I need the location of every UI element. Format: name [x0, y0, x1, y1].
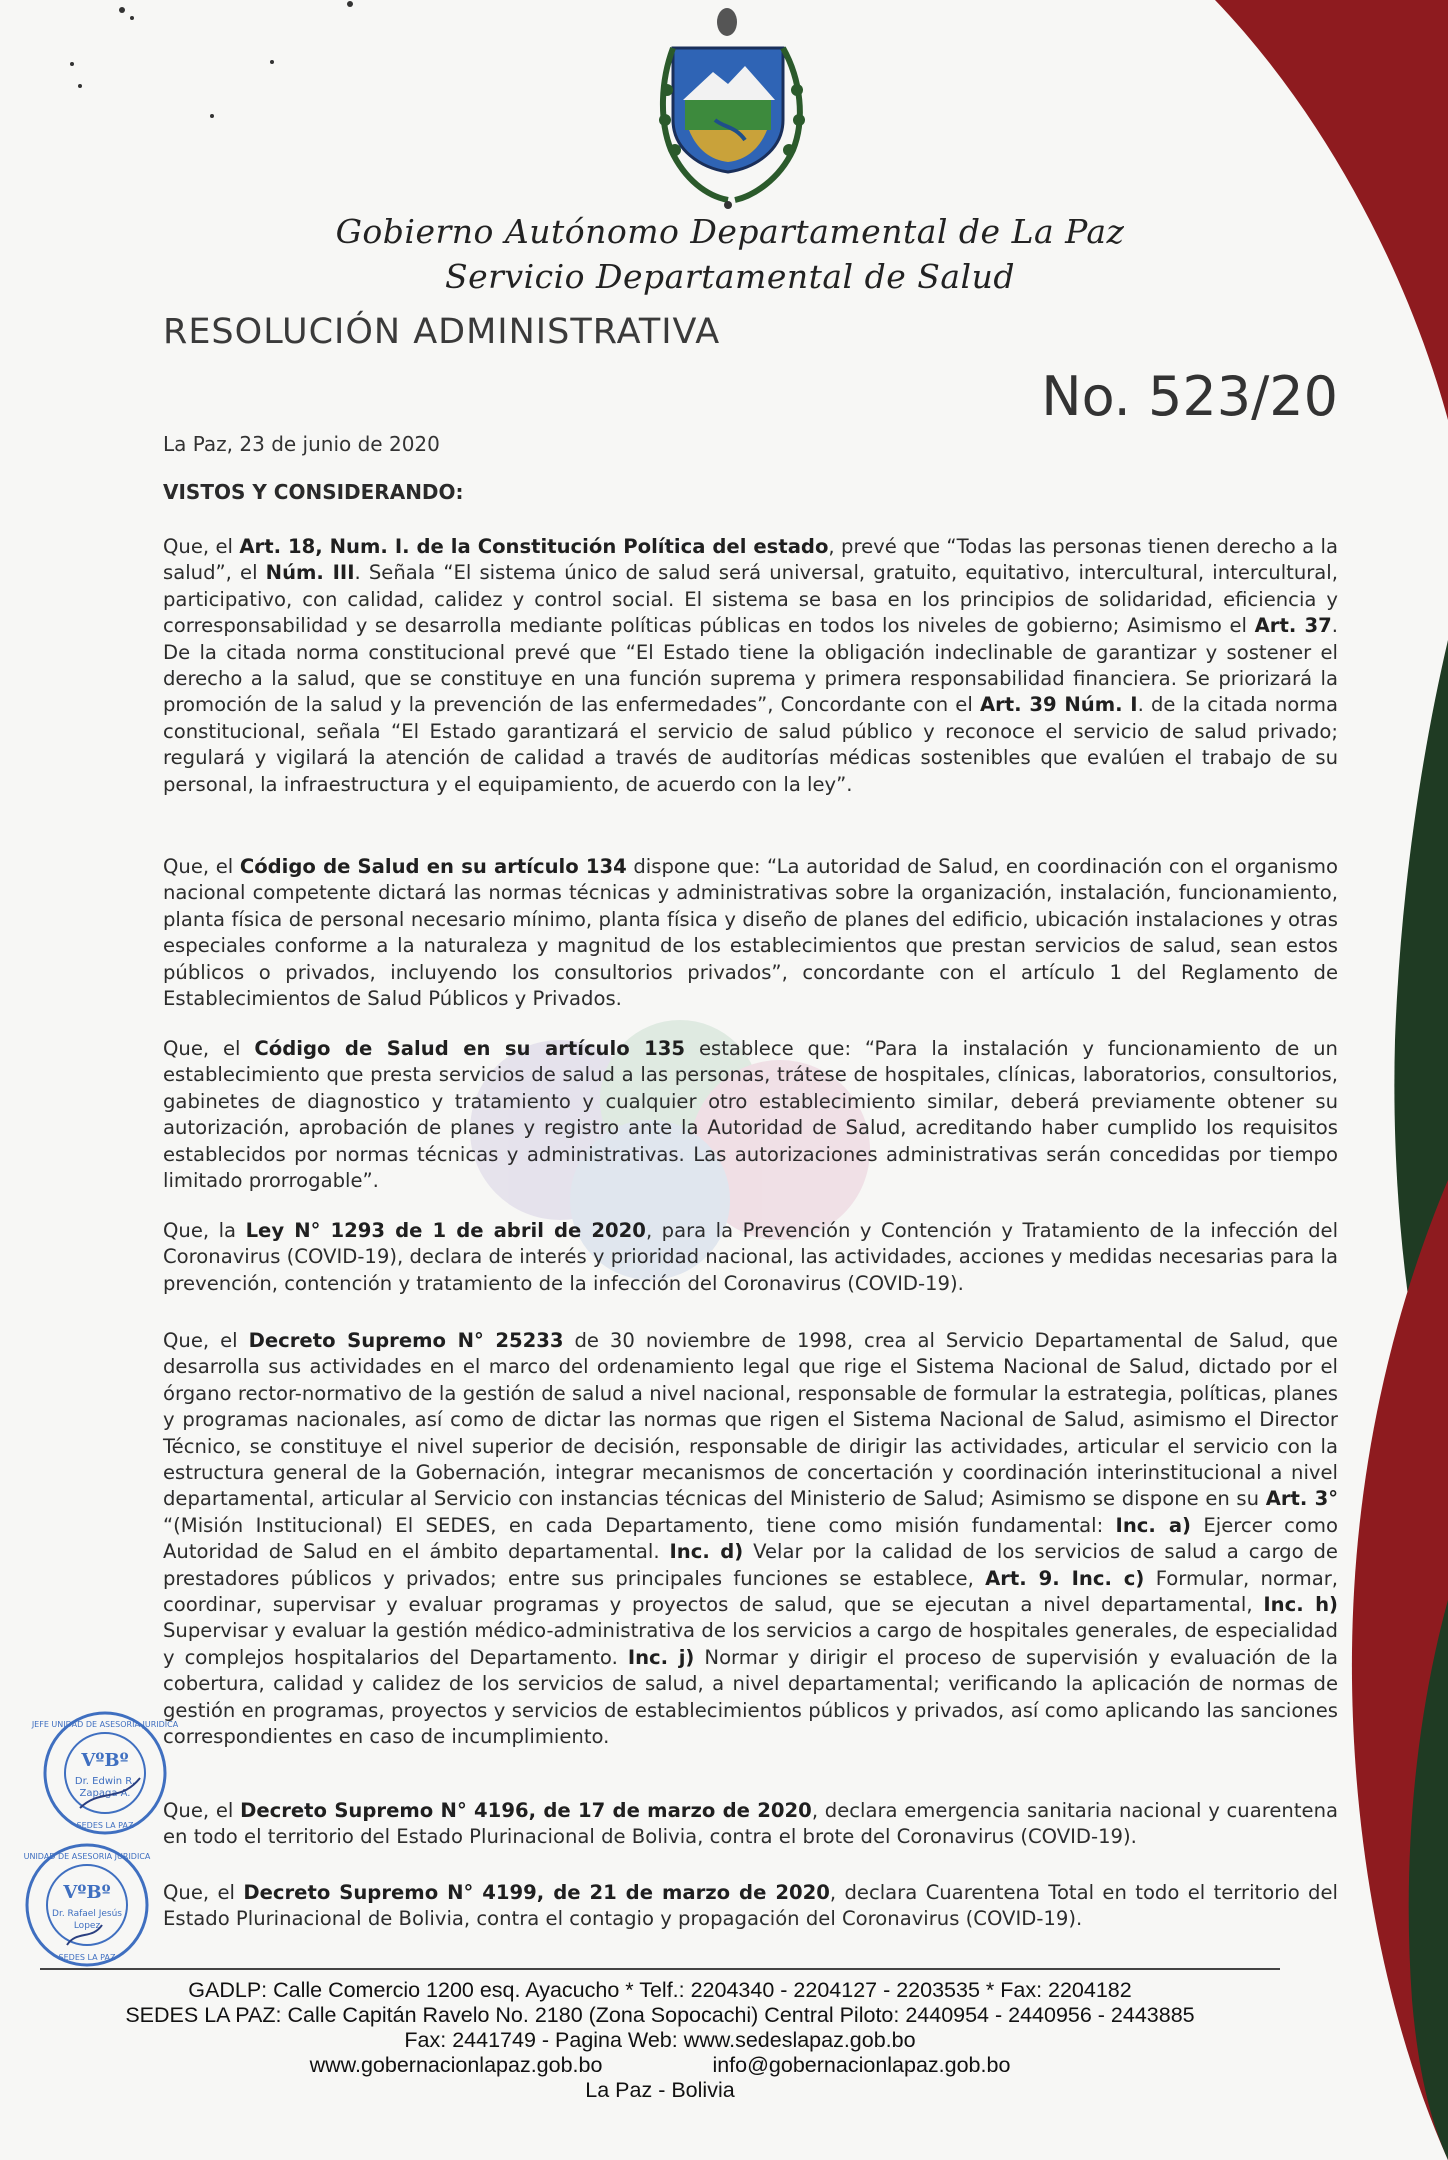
svg-text:Dr. Rafael Jesús: Dr. Rafael Jesús	[52, 1909, 122, 1919]
red-stripe-top	[1215, 0, 1448, 420]
government-name: Gobierno Autónomo Departamental de La Paz	[335, 212, 1125, 251]
svg-text:UNIDAD DE ASESORIA JURIDICA: UNIDAD DE ASESORIA JURIDICA	[23, 1852, 151, 1861]
svg-text:VºBº: VºBº	[63, 1882, 111, 1903]
legal-unit-stamp	[22, 1840, 152, 1970]
footer-gadlp-line: GADLP: Calle Comercio 1200 esq. Ayacucho * Telf.: 2204340 - 2204127 - 2203535 * Fax: 2204182	[188, 1978, 1132, 2002]
resolution-number: No. 523/20	[1041, 365, 1338, 428]
paragraph-health-code-135: Que, el Código de Salud en su artículo 135 establece que: “Para la instalación y funcionamiento de un establecimiento que presta servicios de salud a las personas, trátese de hospitales, clínicas, laboratorios, consultorios, gabinetes de diagnostico y tratamiento y cualquier otro establecimiento similar, deberá previamente obtener su autorización, aprobación de planes y registro ante la Autoridad de Salud, acreditando haber cumplido los requisitos establecidos por normas técnicas y administrativas. Las autorizaciones administrativas serán concedidas por tiempo limitado prorrogable”.	[163, 1037, 1338, 1193]
paragraph-constitution: Que, el Art. 18, Num. I. de la Constitución Política del estado, prevé que “Todas las personas tienen derecho a la salud”, el Núm. III. Señala “El sistema único de salud será universal, gratuito, equitativo, intercultural, intercultural, participativo, con calidad, calidez y control social. El sistema se basa en los principios de solidaridad, eficiencia y corresponsabilidad y se desarrolla mediante políticas públicas en todos los niveles de gobierno; Asimismo el Art. 37. De la citada norma constitucional prevé que “El Estado tiene la obligación indeclinable de garantizar y sostener el derecho a la salud, que se constituye en una función suprema y primera responsabilidad financiera. Se priorizará la promoción de la salud y la prevención de las enfermedades”, Concordante con el Art. 39 Núm. I. de la citada norma constitucional, señala “El Estado garantizará el servicio de salud público y reconoce el servicio de salud privado; regulará y vigilará la atención de calidad a través de auditorías médicas sostenibles que evalúen el trabajo de su personal, la infraestructura y el equipamiento, de acuerdo con la ley”.	[163, 535, 1338, 796]
svg-text:VºBº: VºBº	[81, 1750, 129, 1771]
resolution-date: La Paz, 23 de junio de 2020	[163, 432, 440, 456]
footer-city: La Paz - Bolivia	[585, 2078, 735, 2102]
svg-text:JEFE UNIDAD DE ASESORIA JURIDI: JEFE UNIDAD DE ASESORIA JURIDICA	[31, 1720, 179, 1729]
department-coat-of-arms	[655, 0, 825, 210]
service-name: Servicio Departamental de Salud	[445, 257, 1015, 296]
svg-text:Lopez: Lopez	[73, 1921, 101, 1931]
footer-fax-line: Fax: 2441749 - Pagina Web: www.sedeslapaz.gob.bo	[404, 2028, 916, 2052]
legal-approval-stamp	[31, 1708, 179, 1838]
svg-text:SEDES LA PAZ: SEDES LA PAZ	[76, 1821, 134, 1830]
footer-contact	[40, 1978, 1280, 2103]
paragraph-decree-4196: Que, el Decreto Supremo N° 4196, de 17 de marzo de 2020, declara emergencia sanitaria nacional y cuarentena en todo el territorio del Estado Plurinacional de Bolivia, contra el brote del Coronavirus (COVID-19).	[163, 1799, 1338, 1849]
footer-sedes-line: SEDES LA PAZ: Calle Capitán Ravelo No. 2180 (Zona Sopocachi) Central Piloto: 2440954 - 2440956 - 2443885	[125, 2003, 1195, 2027]
paragraph-decree-25233: Que, el Decreto Supremo N° 25233 de 30 noviembre de 1998, crea al Servicio Departamental de Salud, que desarrolla sus actividades en el marco del ordenamiento legal que rige el Sistema Nacional de Salud, dictado por el órgano rector-normativo de la gestión de salud a nivel nacional, responsable de formular la estrategia, políticas, planes y programas nacionales, así como de dictar las normas que rigen el Sistema Nacional de Salud, asimismo el Director Técnico, se constituye el nivel superior de decisión, responsable de dirigir las actividades, articular el servicio con la estructura general de la Gobernación, integrar mecanismos de concertación y coordinación interinstitucional a nivel departamental, articular al Servicio con instancias técnicas del Ministerio de Salud; Asimismo se dispone en su Art. 3° “(Misión Institucional) El SEDES, en cada Departamento, tiene como misión fundamental: Inc. a) Ejercer como Autoridad de Salud en el ámbito departamental. Inc. d) Velar por la calidad de los servicios de salud a cargo de prestadores públicos y privados; entre sus principales funciones se establece, Art. 9. Inc. c) Formular, normar, coordinar, supervisar y evaluar programas y proyectos de salud, que se ejecutan a nivel departamental, Inc. h) Supervisar y evaluar la gestión médico-administrativa de los servicios a cargo de hospitales generales, de especialidad y complejos hospitalarios del Departamento. Inc. j) Normar y dirigir el proceso de supervisión y evaluación de la cobertura, calidad y calidez de los servicios de salud, a nivel departamental; verificando la aplicación de normas de gestión en programas, proyectos y servicios de establecimientos públicos y privados, así como aplicando las sanciones correspondientes en caso de incumplimiento.	[163, 1329, 1339, 1749]
section-heading: VISTOS Y CONSIDERANDO:	[163, 480, 464, 504]
paragraph-law-1293: Que, la Ley N° 1293 de 1 de abril de 2020, para la Prevención y Contención y Tratamiento de la infección del Coronavirus (COVID-19), declara de interés y prioridad nacional, las actividades, acciones y medidas necesarias para la prevención, contención y tratamiento de la infección del Coronavirus (COVID-19).	[163, 1219, 1339, 1295]
scan-specks	[0, 0, 300, 130]
footer-website-link[interactable]: www.gobernacionlapaz.gob.bo	[309, 2053, 603, 2077]
svg-text:Zapaga A.: Zapaga A.	[79, 1788, 131, 1799]
footer-divider	[40, 1968, 1280, 1970]
svg-text:Dr. Edwin R.: Dr. Edwin R.	[74, 1776, 136, 1787]
paragraph-decree-4199: Que, el Decreto Supremo N° 4199, de 21 de marzo de 2020, declara Cuarentena Total en todo el territorio del Estado Plurinacional de Bolivia, contra el contagio y propagación del Coronavirus (COVID-19).	[163, 1881, 1338, 1931]
resolution-title: RESOLUCIÓN ADMINISTRATIVA	[163, 312, 721, 352]
svg-text:SEDES LA PAZ: SEDES LA PAZ	[58, 1953, 116, 1962]
paragraph-health-code-134: Que, el Código de Salud en su artículo 134 dispone que: “La autoridad de Salud, en coordinación con el organismo nacional competente dictará las normas técnicas y administrativas sobre la organización, instalación, funcionamiento, planta física de personal necesario mínimo, planta física y diseño de planes del edificio, ubicación instalaciones y otras especiales conforme a la naturaleza y magnitud de los establecimientos que prestan servicios de salud, sean estos públicos o privados, incluyendo los consultorios privados”, concordante con el artículo 1 del Reglamento de Establecimientos de Salud Públicos y Privados.	[163, 855, 1339, 1011]
footer-email-link[interactable]: info@gobernacionlapaz.gob.bo	[712, 2053, 1011, 2077]
